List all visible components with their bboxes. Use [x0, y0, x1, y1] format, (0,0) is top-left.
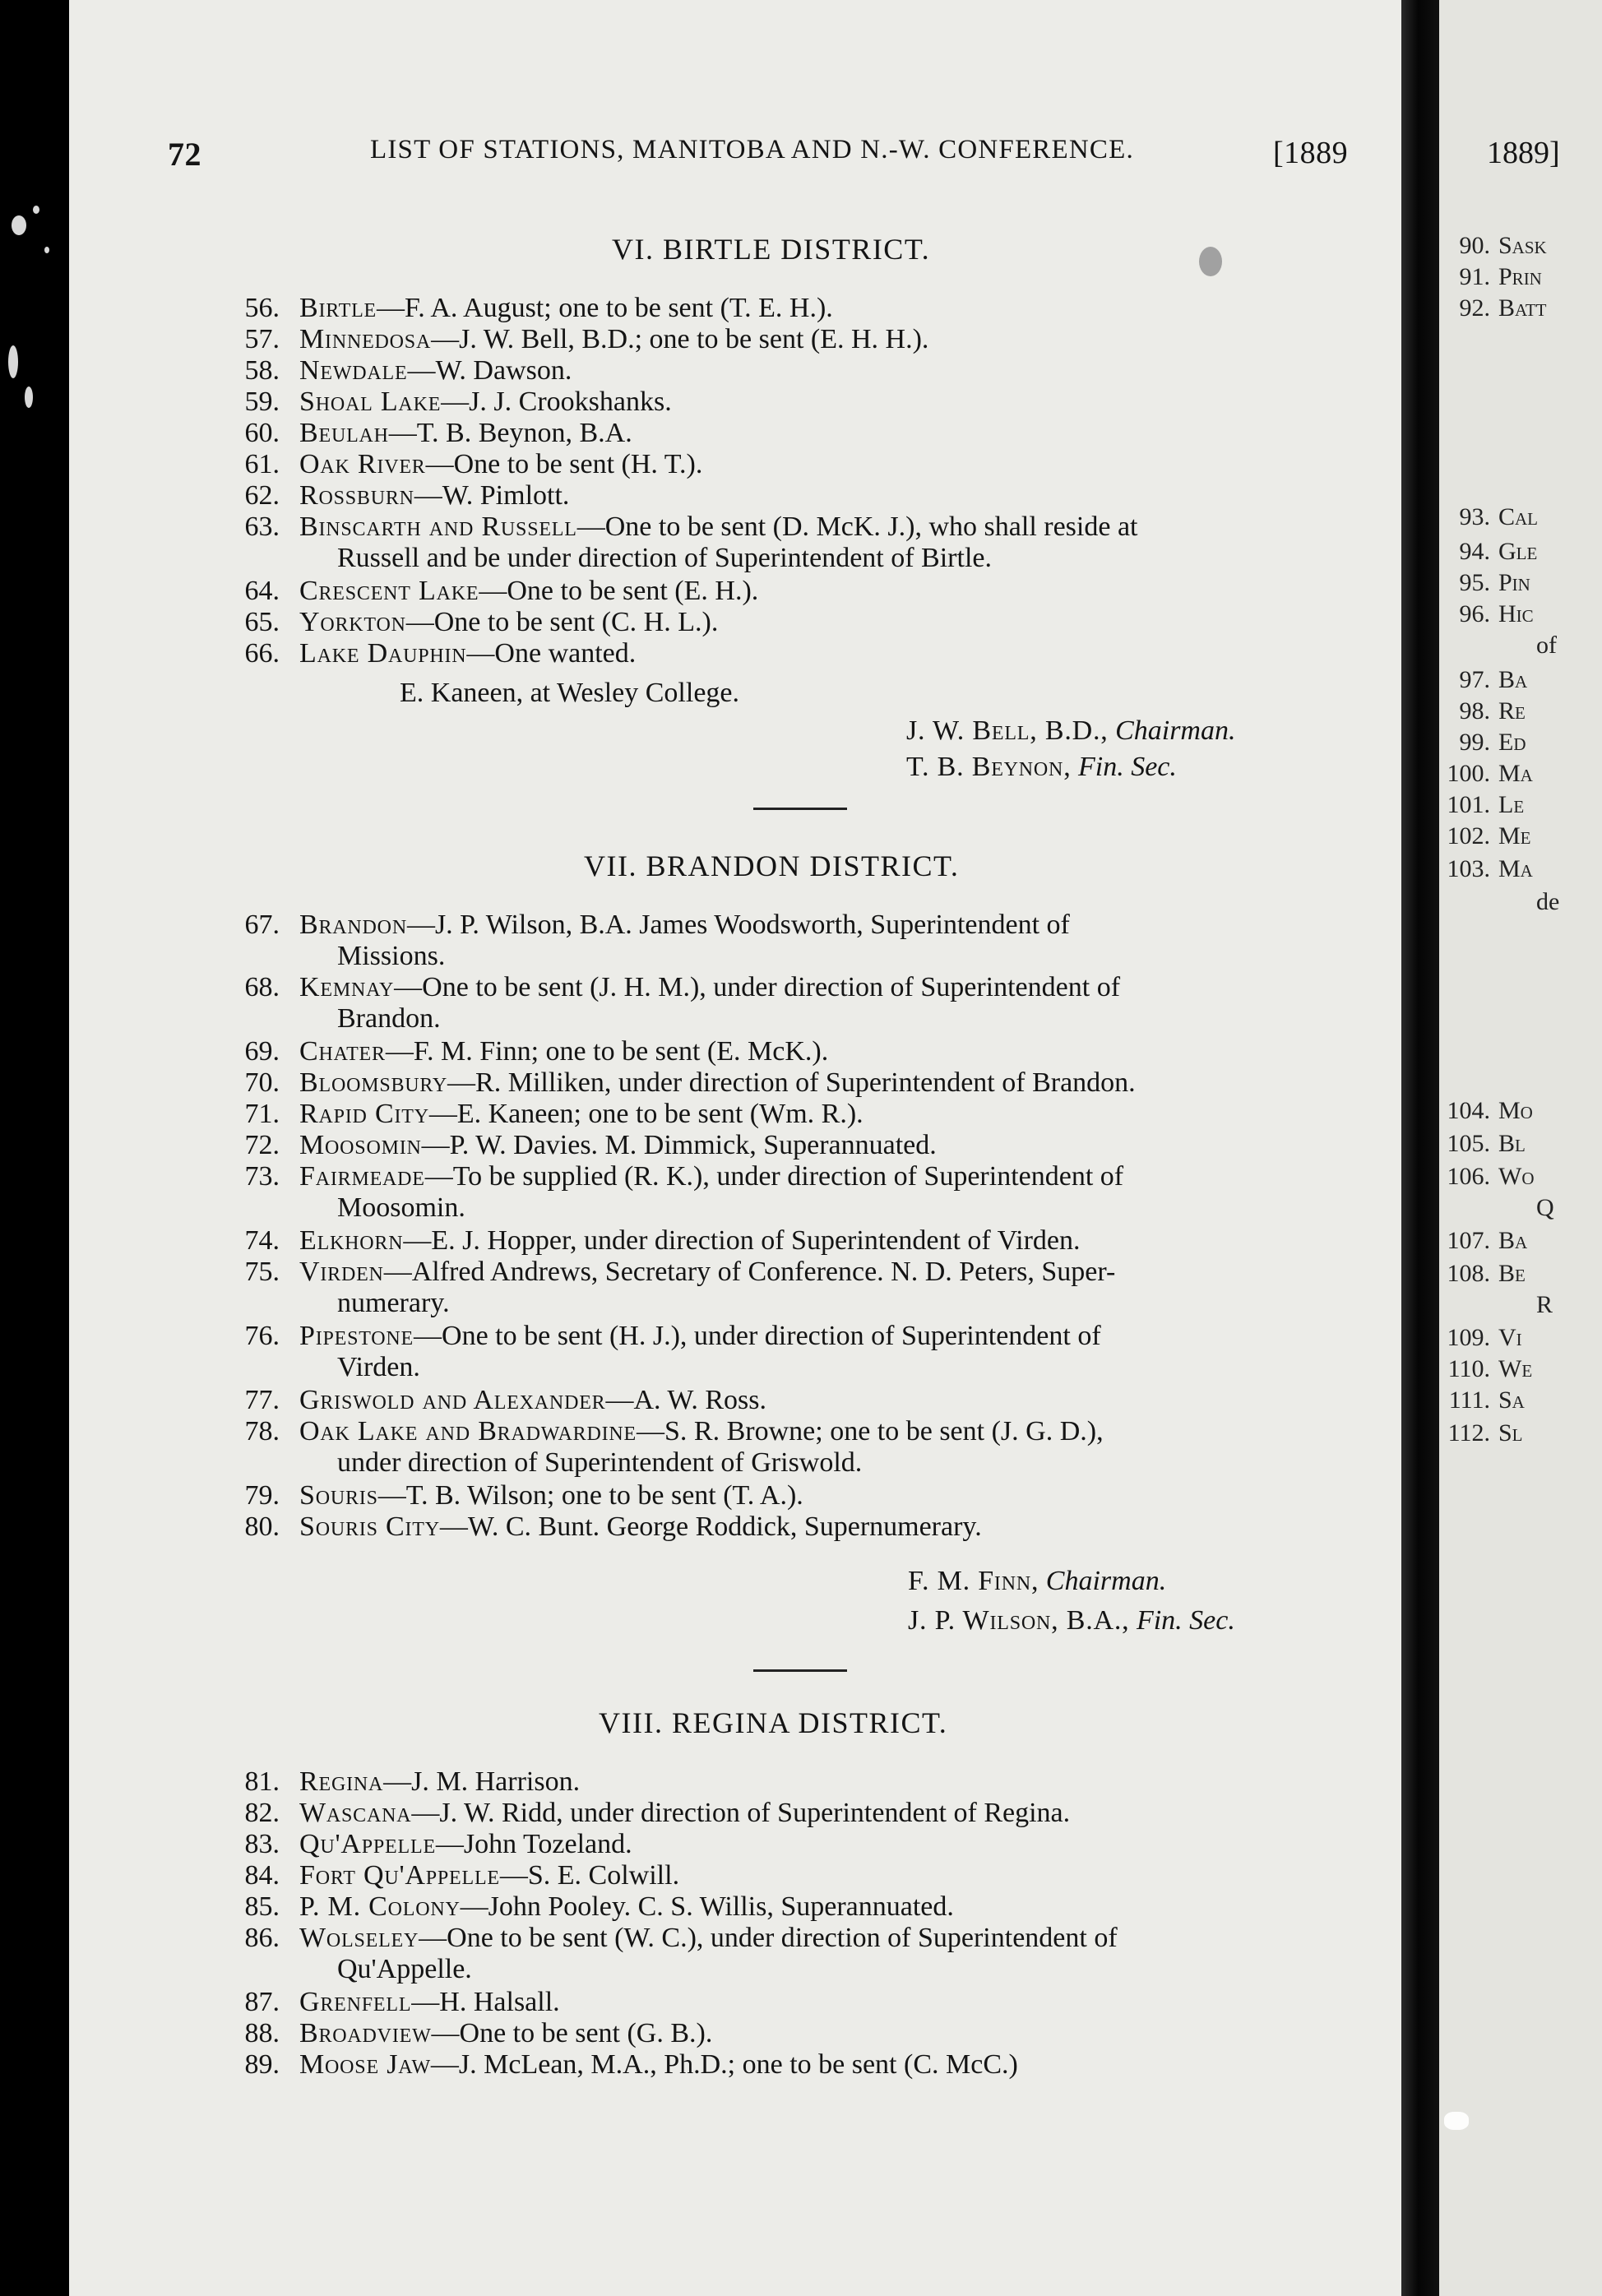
entry-number: 57.: [244, 324, 280, 354]
entry-continuation: Russell and be under direction of Superintendent of Birtle.: [337, 543, 992, 573]
station-name: Newdale: [299, 355, 408, 386]
right-entry-text: Batt: [1498, 294, 1547, 322]
scan-speck: [25, 387, 33, 408]
signature-fin-sec: [906, 752, 1177, 783]
entry-number: 87.: [244, 1987, 280, 2017]
entry-number: 61.: [244, 449, 280, 479]
right-page-header: 1889]: [1487, 136, 1560, 170]
station-details: —J. McLean, M.A., Ph.D.; one to be sent (C. McC.): [430, 2049, 1018, 2080]
entry-continuation: numerary.: [337, 1288, 450, 1318]
station-name: Oak Lake and Bradwardine: [299, 1416, 637, 1447]
station-name: Elkhorn: [299, 1225, 404, 1256]
entry-number: 88.: [244, 2018, 280, 2048]
station-name: Moosomin: [299, 1130, 422, 1160]
right-entry-number: 94.: [1459, 538, 1490, 565]
scan-speck: [44, 247, 49, 253]
station-name: Crescent Lake: [299, 576, 479, 606]
entry-continuation: Brandon.: [337, 1003, 441, 1034]
signatory-role: Chairman.: [1045, 1566, 1167, 1596]
right-entry-number: 109.: [1447, 1324, 1490, 1351]
right-entry-text: Pin: [1498, 569, 1530, 596]
right-entry-number: 112.: [1447, 1419, 1490, 1447]
entry-number: 60.: [244, 418, 280, 448]
right-entry-text: Re: [1498, 697, 1526, 724]
station-details: —P. W. Davies. M. Dimmick, Superannuated.: [421, 1130, 937, 1160]
right-entry-continuation: of: [1536, 632, 1557, 659]
signatory-name: J. W. Bell, B.D.,: [906, 715, 1109, 746]
right-entry-text: Prin: [1498, 263, 1542, 290]
station-entry: [299, 293, 833, 324]
entry-number: 66.: [244, 638, 280, 669]
station-details: —To be supplied (R. K.), under direction of Superintendent of: [424, 1161, 1124, 1192]
station-entry: [299, 2049, 1018, 2081]
station-name: Birtle: [299, 293, 377, 323]
station-details: —John Pooley. C. S. Willis, Superannuated.: [460, 1891, 954, 1922]
district-heading-regina: VIII. REGINA DISTRICT.: [599, 1706, 948, 1739]
station-name: Kemnay: [299, 972, 395, 1002]
station-name: Oak River: [299, 449, 426, 479]
right-entry-text: Ma: [1498, 855, 1533, 882]
station-name: Binscarth and Russell: [299, 512, 577, 542]
district-heading-brandon: VII. BRANDON DISTRICT.: [584, 849, 960, 882]
entry-number: 81.: [244, 1766, 280, 1797]
signatory-role: Fin. Sec.: [1078, 752, 1177, 782]
section-divider: [753, 1669, 847, 1672]
right-entry-number: 96.: [1459, 600, 1490, 627]
right-entry-text: Hic: [1498, 600, 1534, 627]
station-details: —One to be sent (C. H. L.).: [405, 607, 719, 637]
right-entry-text: We: [1498, 1355, 1533, 1382]
signatory-name: J. P. Wilson, B.A.,: [908, 1605, 1130, 1636]
station-entry: [299, 1130, 937, 1161]
running-title: LIST OF STATIONS, MANITOBA AND N.-W. CONFERENCE.: [370, 135, 1134, 164]
station-name: Griswold and Alexander: [299, 1385, 606, 1415]
station-entry: [299, 1987, 560, 2018]
right-entry-number: 93.: [1459, 503, 1490, 530]
right-entry-text: Me: [1498, 822, 1531, 849]
right-entry-text: Ba: [1498, 1227, 1528, 1254]
entry-continuation: Qu'Appelle.: [337, 1954, 472, 1984]
entry-number: 79.: [244, 1480, 280, 1511]
entry-number: 77.: [244, 1385, 280, 1415]
right-entry-number: 97.: [1459, 666, 1490, 693]
entry-continuation: Virden.: [337, 1352, 420, 1382]
scan-speck: [33, 206, 39, 214]
station-details: —One to be sent (J. H. M.), under direction of Superintendent of: [394, 972, 1121, 1002]
scan-speck: [12, 215, 26, 235]
entry-number: 73.: [244, 1161, 280, 1192]
station-entry: [299, 638, 636, 669]
station-details: —One wanted.: [466, 638, 637, 669]
station-name: Chater: [299, 1036, 386, 1067]
station-details: —E. Kaneen; one to be sent (Wm. R.).: [428, 1099, 864, 1129]
station-details: —S. R. Browne; one to be sent (J. G. D.),: [637, 1416, 1104, 1447]
entry-number: 85.: [244, 1891, 280, 1922]
station-entry: [299, 1257, 1115, 1288]
right-entry-number: 105.: [1447, 1130, 1490, 1157]
right-entry-text: Sl: [1498, 1419, 1523, 1447]
scan-speck: [8, 345, 18, 378]
right-entry-number: 104.: [1447, 1097, 1490, 1124]
entry-number: 74.: [244, 1225, 280, 1256]
station-details: —John Tozeland.: [435, 1829, 632, 1859]
right-entry-number: 98.: [1459, 697, 1490, 724]
right-entry-number: 90.: [1459, 232, 1490, 259]
right-entry-number: 107.: [1447, 1227, 1490, 1254]
station-entry: [299, 480, 569, 512]
station-details: —S. E. Colwill.: [499, 1860, 680, 1891]
station-details: —One to be sent (G. B.).: [431, 2018, 713, 2048]
station-entry: [299, 324, 928, 355]
station-details: —H. Halsall.: [411, 1987, 560, 2017]
right-entry-text: Wo: [1498, 1163, 1535, 1190]
right-entry-continuation: de: [1536, 888, 1560, 915]
entry-number: 80.: [244, 1511, 280, 1542]
station-entry: [299, 972, 1120, 1003]
signatory-role: Fin. Sec.: [1136, 1605, 1235, 1636]
station-entry: [299, 1798, 1070, 1829]
right-entry-number: 111.: [1448, 1386, 1490, 1414]
right-entry-text: Gle: [1498, 538, 1538, 565]
station-details: —One to be sent (H. T.).: [425, 449, 703, 479]
right-entry-number: 91.: [1459, 263, 1490, 290]
station-entry: [299, 1161, 1123, 1192]
station-name: Lake Dauphin: [299, 638, 467, 669]
station-entry: [299, 1511, 982, 1543]
station-name: Virden: [299, 1257, 384, 1287]
station-entry: [299, 1416, 1104, 1447]
station-entry: [299, 1225, 1080, 1257]
right-entry-text: Mo: [1498, 1097, 1533, 1124]
section-divider: [753, 808, 847, 810]
entry-number: 68.: [244, 972, 280, 1002]
signature-fin-sec: [908, 1605, 1235, 1636]
page-number: 72: [168, 136, 201, 173]
station-entry: [299, 1766, 580, 1798]
station-name: Broadview: [299, 2018, 432, 2048]
station-details: —One to be sent (W. C.), under direction of Superintendent of: [419, 1923, 1118, 1953]
station-details: —F. A. August; one to be sent (T. E. H.).: [377, 293, 833, 323]
station-details: —R. Milliken, under direction of Superintendent of Brandon.: [447, 1067, 1136, 1098]
signatory-name: T. B. Beynon,: [906, 752, 1072, 782]
signature-chairman: [906, 715, 1236, 747]
right-entry-number: 106.: [1447, 1163, 1490, 1190]
station-name: Brandon: [299, 910, 407, 940]
right-entry-text: Ba: [1498, 666, 1528, 693]
right-entry-number: 110.: [1447, 1355, 1490, 1382]
entry-continuation: Moosomin.: [337, 1192, 465, 1223]
right-entry-number: 99.: [1459, 729, 1490, 756]
entry-number: 78.: [244, 1416, 280, 1447]
station-details: —One to be sent (D. McK. J.), who shall reside at: [576, 512, 1138, 542]
station-entry: [299, 1829, 632, 1860]
station-entry: [299, 512, 1137, 543]
entry-number: 65.: [244, 607, 280, 637]
station-name: Wolseley: [299, 1923, 419, 1953]
entry-number: 72.: [244, 1130, 280, 1160]
station-name: Minnedosa: [299, 324, 432, 354]
station-details: —W. C. Bunt. George Roddick, Supernumerary.: [439, 1511, 982, 1542]
entry-number: 69.: [244, 1036, 280, 1067]
station-name: Bloomsbury: [299, 1067, 448, 1098]
station-name: Moose Jaw: [299, 2049, 431, 2080]
station-details: —One to be sent (H. J.), under direction of Superintendent of: [414, 1321, 1101, 1351]
right-entry-number: 101.: [1447, 791, 1490, 818]
right-entry-text: Cal: [1498, 503, 1539, 530]
entry-number: 56.: [244, 293, 280, 323]
station-name: Wascana: [299, 1798, 412, 1828]
header-year: [1889: [1273, 136, 1349, 170]
station-entry: [299, 449, 702, 480]
station-entry: [299, 1480, 803, 1511]
station-details: —T. B. Beynon, B.A.: [388, 418, 632, 448]
entry-number: 84.: [244, 1860, 280, 1891]
entry-number: 71.: [244, 1099, 280, 1129]
station-entry: [299, 1891, 954, 1923]
station-details: —E. J. Hopper, under direction of Superintendent of Virden.: [403, 1225, 1081, 1256]
right-entry-text: Ed: [1498, 729, 1526, 756]
right-entry-text: Le: [1498, 791, 1525, 818]
entry-number: 59.: [244, 387, 280, 417]
station-entry: [299, 1067, 1136, 1099]
station-name: Souris: [299, 1480, 378, 1511]
entry-number: 67.: [244, 910, 280, 940]
entry-number: 62.: [244, 480, 280, 511]
station-details: —J. P. Wilson, B.A. James Woodsworth, Superintendent of: [406, 910, 1070, 940]
right-entry-number: 100.: [1447, 760, 1490, 787]
station-name: Beulah: [299, 418, 389, 448]
right-entry-number: 108.: [1447, 1260, 1490, 1287]
right-entry-text: Vi: [1498, 1324, 1522, 1351]
entry-number: 86.: [244, 1923, 280, 1953]
right-entry-number: 103.: [1447, 855, 1490, 882]
signatory-role: Chairman.: [1115, 715, 1236, 746]
station-name: Rapid City: [299, 1099, 429, 1129]
right-entry-text: Sa: [1498, 1386, 1525, 1414]
station-name: Souris City: [299, 1511, 440, 1542]
station-details: —A. W. Ross.: [605, 1385, 767, 1415]
scan-border-left: [0, 0, 69, 2296]
entry-number: 63.: [244, 512, 280, 542]
station-name: Shoal Lake: [299, 387, 442, 417]
station-entry: [299, 355, 572, 387]
station-name: Qu'Appelle: [299, 1829, 436, 1859]
station-name: Fort Qu'Appelle: [299, 1860, 500, 1891]
station-details: —J. W. Ridd, under direction of Superintendent of Regina.: [411, 1798, 1071, 1828]
entry-number: 64.: [244, 576, 280, 606]
station-name: Fairmeade: [299, 1161, 425, 1192]
entry-number: 89.: [244, 2049, 280, 2080]
station-details: —J. J. Crookshanks.: [441, 387, 672, 417]
station-entry: [299, 1099, 864, 1130]
entry-number: 70.: [244, 1067, 280, 1098]
right-entry-number: 95.: [1459, 569, 1490, 596]
station-entry: [299, 387, 672, 418]
station-name: P. M. Colony: [299, 1891, 461, 1922]
station-entry: [299, 418, 632, 449]
entry-number: 58.: [244, 355, 280, 386]
station-name: Yorkton: [299, 607, 406, 637]
station-entry: [299, 1385, 766, 1416]
station-name: Grenfell: [299, 1987, 412, 2017]
station-details: —W. Dawson.: [407, 355, 572, 386]
right-entry-text: Sask: [1498, 232, 1547, 259]
station-entry: [299, 576, 758, 607]
page-stain: [1444, 2112, 1469, 2130]
station-entry: [299, 1860, 679, 1891]
station-details: —One to be sent (E. H.).: [479, 576, 759, 606]
right-entry-text: Bl: [1498, 1130, 1526, 1157]
station-entry: [299, 1036, 828, 1067]
right-entry-text: Ma: [1498, 760, 1533, 787]
station-details: —J. M. Harrison.: [383, 1766, 581, 1797]
station-entry: [299, 1923, 1118, 1954]
entry-number: 76.: [244, 1321, 280, 1351]
ink-blot: [1199, 247, 1222, 276]
entry-number: 83.: [244, 1829, 280, 1859]
station-entry: [299, 910, 1070, 941]
station-name: Rossburn: [299, 480, 414, 511]
signature-chairman: [908, 1566, 1166, 1597]
entry-number: 75.: [244, 1257, 280, 1287]
district-heading-birtle: VI. BIRTLE DISTRICT.: [612, 233, 931, 266]
station-name: Pipestone: [299, 1321, 414, 1351]
right-entry-number: 92.: [1459, 294, 1490, 322]
station-details: —W. Pimlott.: [414, 480, 570, 511]
district-note: E. Kaneen, at Wesley College.: [400, 678, 739, 708]
station-name: Regina: [299, 1766, 384, 1797]
entry-continuation: under direction of Superintendent of Griswold.: [337, 1447, 863, 1478]
right-entry-continuation: Q: [1536, 1194, 1554, 1221]
station-entry: [299, 2018, 712, 2049]
entry-continuation: Missions.: [337, 941, 446, 971]
right-entry-text: Be: [1498, 1260, 1526, 1287]
book-gutter: [1401, 0, 1439, 2296]
entry-number: 82.: [244, 1798, 280, 1828]
station-details: —Alfred Andrews, Secretary of Conference. N. D. Peters, Super-: [383, 1257, 1116, 1287]
station-entry: [299, 1321, 1101, 1352]
right-entry-number: 102.: [1447, 822, 1490, 849]
signatory-name: F. M. Finn,: [908, 1566, 1039, 1596]
station-details: —T. B. Wilson; one to be sent (T. A.).: [377, 1480, 803, 1511]
station-details: —F. M. Finn; one to be sent (E. McK.).: [385, 1036, 829, 1067]
station-entry: [299, 607, 718, 638]
right-entry-continuation: R: [1536, 1291, 1553, 1318]
station-details: —J. W. Bell, B.D.; one to be sent (E. H. H.).: [431, 324, 929, 354]
